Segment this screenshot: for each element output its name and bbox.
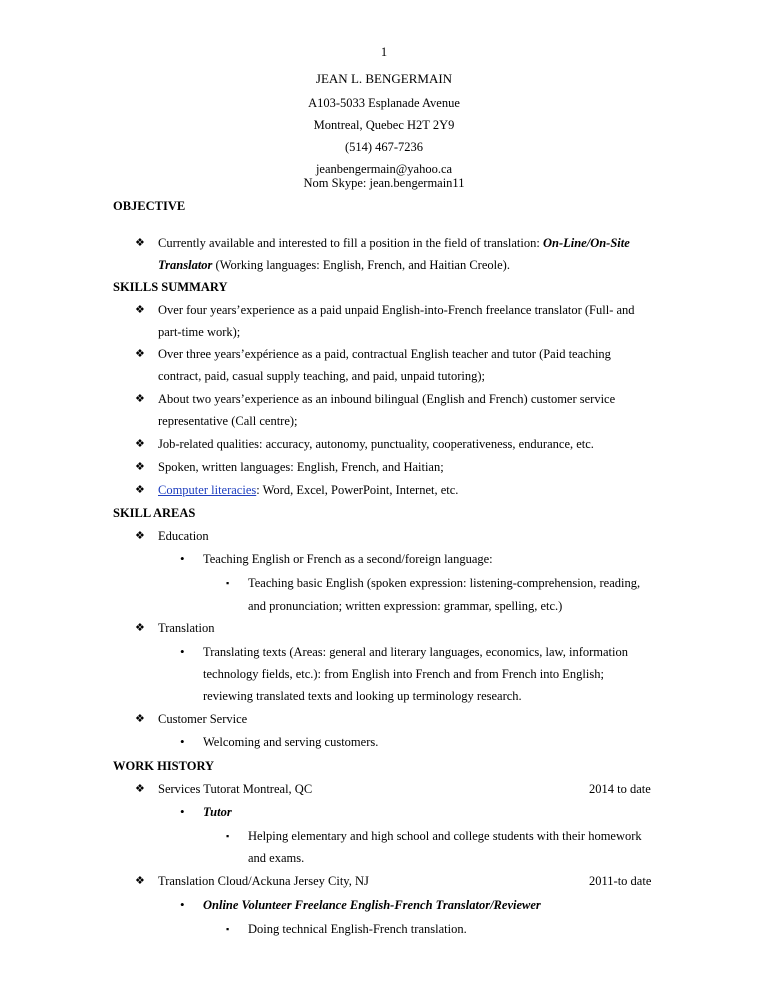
square-bullet-icon: ▪ <box>226 578 230 588</box>
translation-area: Translation <box>158 621 215 635</box>
square-bullet-icon: ▪ <box>226 924 230 934</box>
customer-service-detail: Welcoming and serving customers. <box>203 735 379 749</box>
phone-number: (514) 467-7236 <box>344 140 424 154</box>
diamond-bullet-icon: ❖ <box>135 461 145 473</box>
round-bullet-icon: • <box>180 551 185 566</box>
round-bullet-icon: • <box>180 644 185 659</box>
diamond-bullet-icon: ❖ <box>135 530 145 542</box>
job-1-date: 2014 to date <box>589 782 651 796</box>
candidate-name: JEAN L. BENGERMAIN <box>315 71 453 86</box>
skills-item-2-line-2: contract, paid, casual supply teaching, and paid, unpaid tutoring); <box>158 369 485 383</box>
education-detail-line-2: and pronunciation; written expression: grammar, spelling, etc.) <box>248 599 563 613</box>
job-2-duty: Doing technical English-French translation. <box>248 922 467 936</box>
skills-item-1-line-2: part-time work); <box>158 325 241 339</box>
job-1-duty-line-2: and exams. <box>248 851 305 865</box>
diamond-bullet-icon: ❖ <box>135 713 145 725</box>
diamond-bullet-icon: ❖ <box>135 622 145 634</box>
computer-literacies-link[interactable]: Computer literacies <box>158 483 257 497</box>
education-area: Education <box>158 529 209 543</box>
customer-service-area: Customer Service <box>158 712 248 726</box>
diamond-bullet-icon: ❖ <box>135 438 145 450</box>
address-line-2: Montreal, Quebec H2T 2Y9 <box>313 118 455 132</box>
skills-item-6: Computer literacies: Word, Excel, PowerPoint, Internet, etc. <box>158 483 459 497</box>
diamond-bullet-icon: ❖ <box>135 783 145 795</box>
square-bullet-icon: ▪ <box>226 831 230 841</box>
diamond-bullet-icon: ❖ <box>135 484 145 496</box>
skill-areas-heading: SKILL AREAS <box>113 506 196 520</box>
skills-item-1-line-1: Over four years’experience as a paid unpaid English-into-French freelance translator (Full- and <box>158 303 635 317</box>
job-2-title: Online Volunteer Freelance English-French Translator/Reviewer <box>203 898 541 912</box>
diamond-bullet-icon: ❖ <box>135 393 145 405</box>
email-address: jeanbengermain@yahoo.ca <box>315 162 453 176</box>
job-1-title: Tutor <box>203 805 232 819</box>
translation-detail-line-3: reviewing translated texts and looking up terminology research. <box>203 689 522 703</box>
round-bullet-icon: • <box>180 804 185 819</box>
job-1-employer: Services Tutorat Montreal, QC <box>158 782 313 796</box>
diamond-bullet-icon: ❖ <box>135 304 145 316</box>
translation-detail-line-2: technology fields, etc.): from English into French and from French into English; <box>203 667 604 681</box>
diamond-bullet-icon: ❖ <box>135 875 145 887</box>
skills-item-5: Spoken, written languages: English, French, and Haitian; <box>158 460 444 474</box>
job-2-employer: Translation Cloud/Ackuna Jersey City, NJ <box>158 874 369 888</box>
round-bullet-icon: • <box>180 734 185 749</box>
skills-item-3-line-2: representative (Call centre); <box>158 414 298 428</box>
skills-summary-heading: SKILLS SUMMARY <box>113 280 228 294</box>
work-history-heading: WORK HISTORY <box>113 759 215 773</box>
objective-text-line-1: Currently available and interested to fill a position in the field of translation: On-Line/On-Site <box>158 236 630 250</box>
objective-heading: OBJECTIVE <box>113 199 186 213</box>
page-number: 1 <box>380 45 388 59</box>
diamond-bullet-icon: ❖ <box>135 348 145 360</box>
skype-name: Nom Skype: jean.bengermain11 <box>303 176 465 190</box>
job-1-duty-line-1: Helping elementary and high school and college students with their homework <box>248 829 642 843</box>
translation-detail-line-1: Translating texts (Areas: general and literary languages, economics, law, information <box>203 645 628 659</box>
skills-item-2-line-1: Over three years’expérience as a paid, contractual English teacher and tutor (Paid teaching <box>158 347 611 361</box>
education-subitem: Teaching English or French as a second/foreign language: <box>203 552 493 566</box>
skills-item-4: Job-related qualities: accuracy, autonomy, punctuality, cooperativeness, endurance, etc. <box>158 437 594 451</box>
round-bullet-icon: • <box>180 897 185 912</box>
skills-item-3-line-1: About two years’experience as an inbound bilingual (English and French) customer service <box>158 392 616 406</box>
diamond-bullet-icon: ❖ <box>135 237 145 249</box>
objective-text-line-2: Translator (Working languages: English, French, and Haitian Creole). <box>158 258 510 272</box>
education-detail-line-1: Teaching basic English (spoken expression: listening-comprehension, reading, <box>248 576 641 590</box>
job-2-date: 2011-to date <box>589 874 652 888</box>
address-line-1: A103-5033 Esplanade Avenue <box>308 96 460 110</box>
